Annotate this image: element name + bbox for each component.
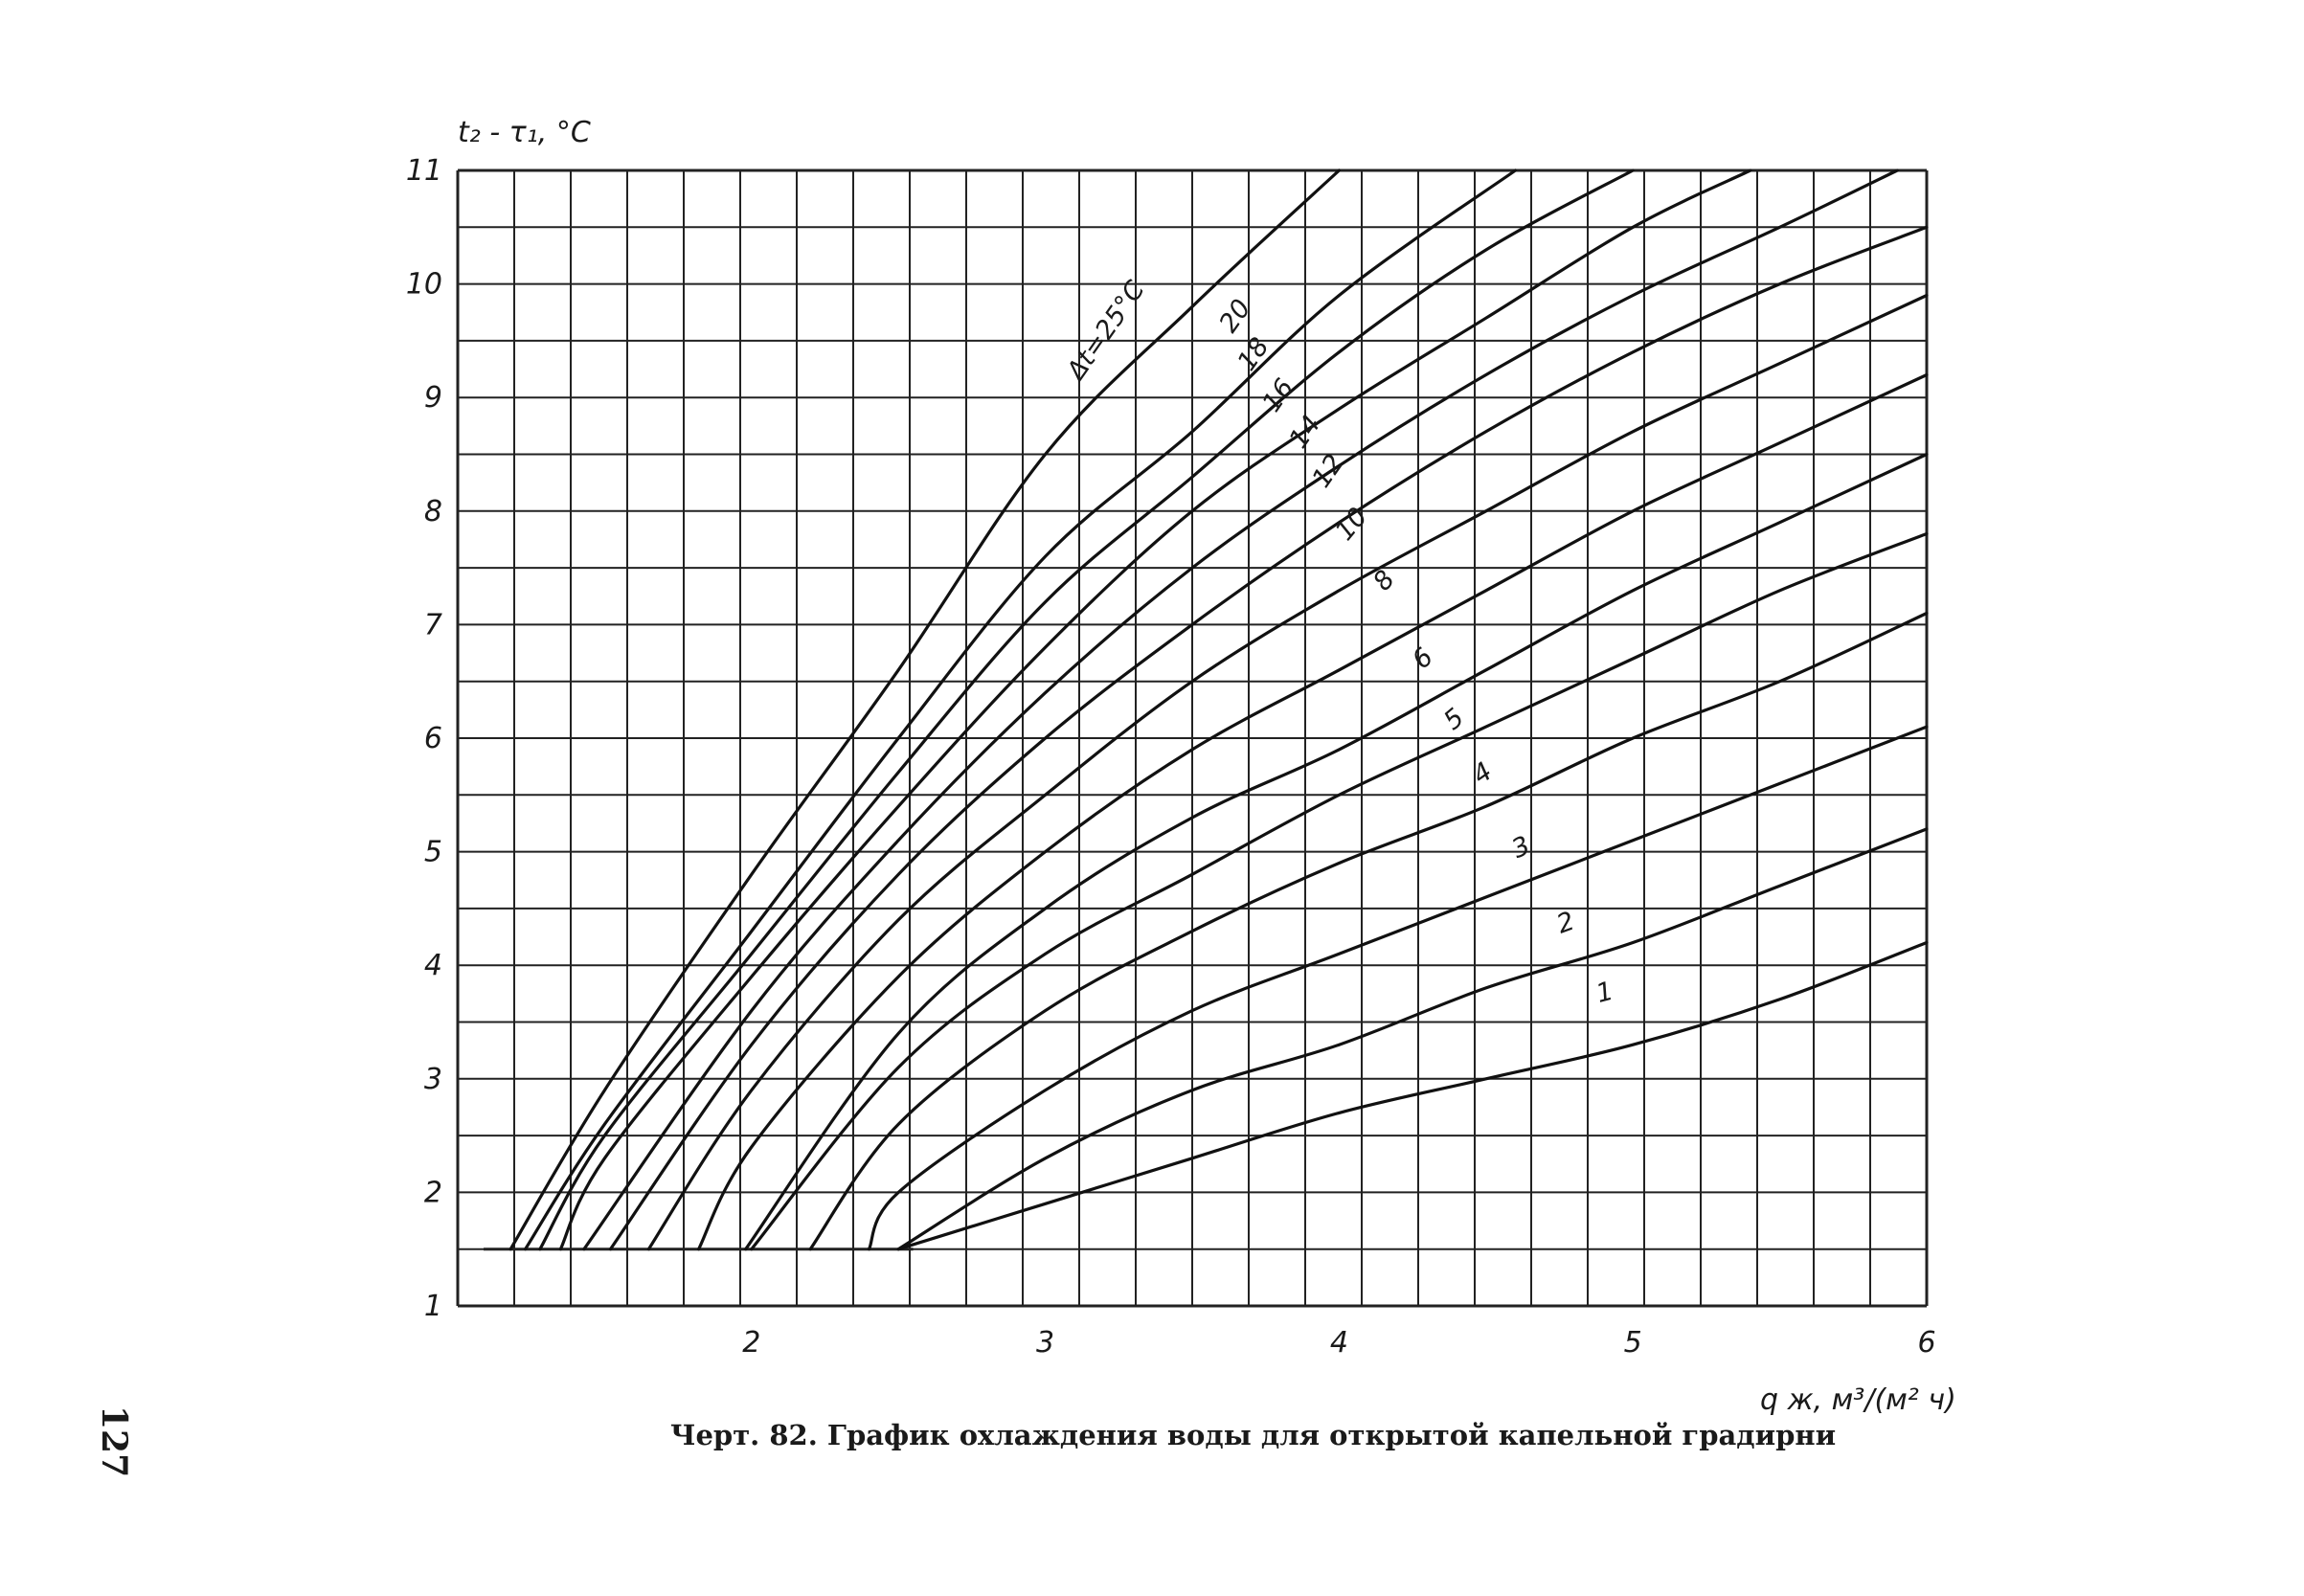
y-tick-label: 3 xyxy=(423,1062,442,1096)
curve-label-18: 18 xyxy=(1231,332,1276,377)
y-tick-label: 11 xyxy=(405,154,442,188)
x-tick-label: 4 xyxy=(1329,1326,1348,1360)
series-line-8 xyxy=(699,375,1927,1249)
curves xyxy=(510,170,1927,1249)
curve-label-t25C: Δt=25°C xyxy=(1061,275,1151,386)
page-number: 127 xyxy=(94,1405,134,1478)
series-line-1 xyxy=(898,943,1927,1249)
series-line-3 xyxy=(870,727,1928,1249)
curve-label-4: 4 xyxy=(1467,756,1499,791)
series-line-t25C xyxy=(510,170,1339,1249)
y-tick-label: 8 xyxy=(423,494,442,528)
curve-label-12: 12 xyxy=(1306,449,1350,494)
x-axis-title: q ж, м³/(м² ч) xyxy=(1760,1383,1956,1417)
y-tick-label: 2 xyxy=(423,1176,442,1210)
curve-label-10: 10 xyxy=(1329,502,1374,547)
curve-label-8: 8 xyxy=(1367,564,1401,597)
figure-caption: Черт. 82. График охлаждения воды для открытой капельной градирни xyxy=(670,1419,1837,1451)
curve-label-16: 16 xyxy=(1256,373,1300,418)
x-tick-label: 6 xyxy=(1917,1326,1936,1360)
curve-label-1: 1 xyxy=(1592,976,1617,1009)
curve-label-20: 20 xyxy=(1213,294,1257,339)
curve-label-3: 3 xyxy=(1507,830,1535,865)
grid xyxy=(458,170,1927,1306)
y-tick-label: 7 xyxy=(423,608,442,642)
y-tick-label: 1 xyxy=(423,1290,442,1323)
y-tick-label: 5 xyxy=(423,835,442,869)
y-tick-label: 4 xyxy=(423,949,442,983)
curve-label-5: 5 xyxy=(1437,703,1471,736)
curve-label-2: 2 xyxy=(1552,906,1579,940)
y-tick-label: 10 xyxy=(405,267,442,302)
y-axis-title: t₂ - τ₁, °C xyxy=(458,116,591,149)
x-tick-label: 5 xyxy=(1623,1326,1642,1360)
curve-label-14: 14 xyxy=(1283,410,1327,455)
y-tick-label: 6 xyxy=(423,722,442,755)
y-tick-label: 9 xyxy=(423,381,442,416)
tick-labels xyxy=(406,154,1936,1360)
series-line-2 xyxy=(898,829,1927,1249)
x-tick-label: 2 xyxy=(742,1326,761,1360)
series-line-4 xyxy=(810,614,1927,1249)
curve-label-6: 6 xyxy=(1406,641,1440,676)
x-tick-label: 3 xyxy=(1036,1326,1055,1360)
